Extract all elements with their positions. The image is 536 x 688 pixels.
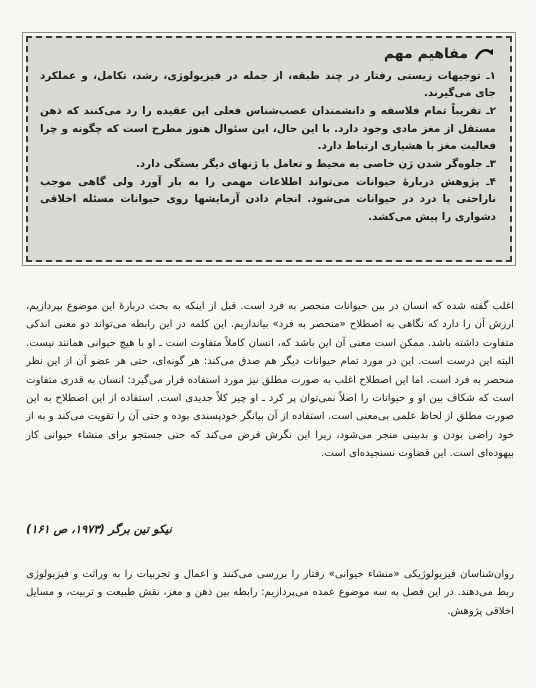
- quote-paragraph: اغلب گفته شده که انسان در بین حیوانات منحصر به فرد است. قبل از اینکه به بحث دربارهٔ این موضوع بپردازیم، ارزش آن را دارد که نگاهی به اصطلاح «منحصر به فرد» بیاندازیم. این کلمه در این رابطه می‌تواند دو معنی اندکی متفاوت داشته باشد. ممکن است معنی آن این باشد که، انسان کاملاً متفاوت است ـ او با هیچ حیوانی همانند نیست. البته این درست است. این در مورد تمام حیوانات دیگر هم صدق می‌کند: هر گونه‌ای، حتی هر عضو آن از این نظر منحصر به فرد است. اما این اصطلاح اغلب به صورت مطلق نیز مورد استفاده قرار می‌گیرد: انسان به قدری متفاوت است که شکاف بین او و حیوانات را اصلاً نمی‌توان پر کرد ـ او چیز کلاً جدیدی است. استفاده از این اصطلاح به این صورت مطلق از لحاظ علمی بی‌معنی است. استفاده از آن بیانگر خودپسندی بوده و حتی آن را تقویت می‌کند و به از خود راضی بودن و بدبینی منجر می‌شود، زیرا این نگرش فرض می‌کند که حتی جستجو برای منشاء حیوانی کار بیهوده‌ای است. این قضاوت نسنجیده‌ای است.: [26, 301, 514, 460]
- curved-arrow-icon: [472, 45, 496, 63]
- concept-item-4: ۴ـ پژوهش دربارهٔ حیوانات می‌تواند اطلاعات مهمی را به بار آورد ولی گاهی موجب ناراحتی یا درد در حیوانات می‌شود. انجام دادن آزمایشها روی حیوانات مسئله اخلاقی دشواری را پیش می‌کشد.: [40, 176, 496, 223]
- concept-item-2: ۲ـ تقریباً تمام فلاسفه و دانشمندان عصب‌شناس فعلی این عقیده را رد می‌کنند که ذهن مستقل از مغز مادی وجود دارد. با این حال، این سئوال هنوز مطرح است که چگونه و چرا فعالیت مغز با هشیاری ارتباط دارد.: [40, 105, 496, 152]
- chapter-intro-paragraph: روان‌شناسان فیزیولوژیکی «منشاء حیوانی» رفتار را بررسی می‌کنند و اعمال و تجربیات را به وراثت و فیزیولوژی ربط می‌دهند. در این فصل به سه موضوع عمده می‌پردازیم: رابطه بین ذهن و مغز، نقش طبیعت و تربیت، و مسایل اخلاقی پژوهش.: [26, 569, 514, 617]
- key-concepts-box: [26, 36, 512, 262]
- key-concepts-header: [40, 42, 496, 66]
- concept-item-3: ۳ـ جلوه‌گر شدن ژن خاصی به محیط و تعامل با ژنهای دیگر بستگی دارد.: [135, 158, 496, 171]
- key-concepts-title: مفاهیم مهم: [383, 46, 468, 62]
- concept-item-1: ۱ـ توجیهات زیستی رفتار در چند طبقه، از جمله در فیزیولوژی، رشد، تکامل، و عملکرد جای می‌گیرند.: [40, 70, 496, 100]
- quote-citation: نیکو تین برگر (۱۹۷۳، ص ۱۶۱): [26, 522, 172, 536]
